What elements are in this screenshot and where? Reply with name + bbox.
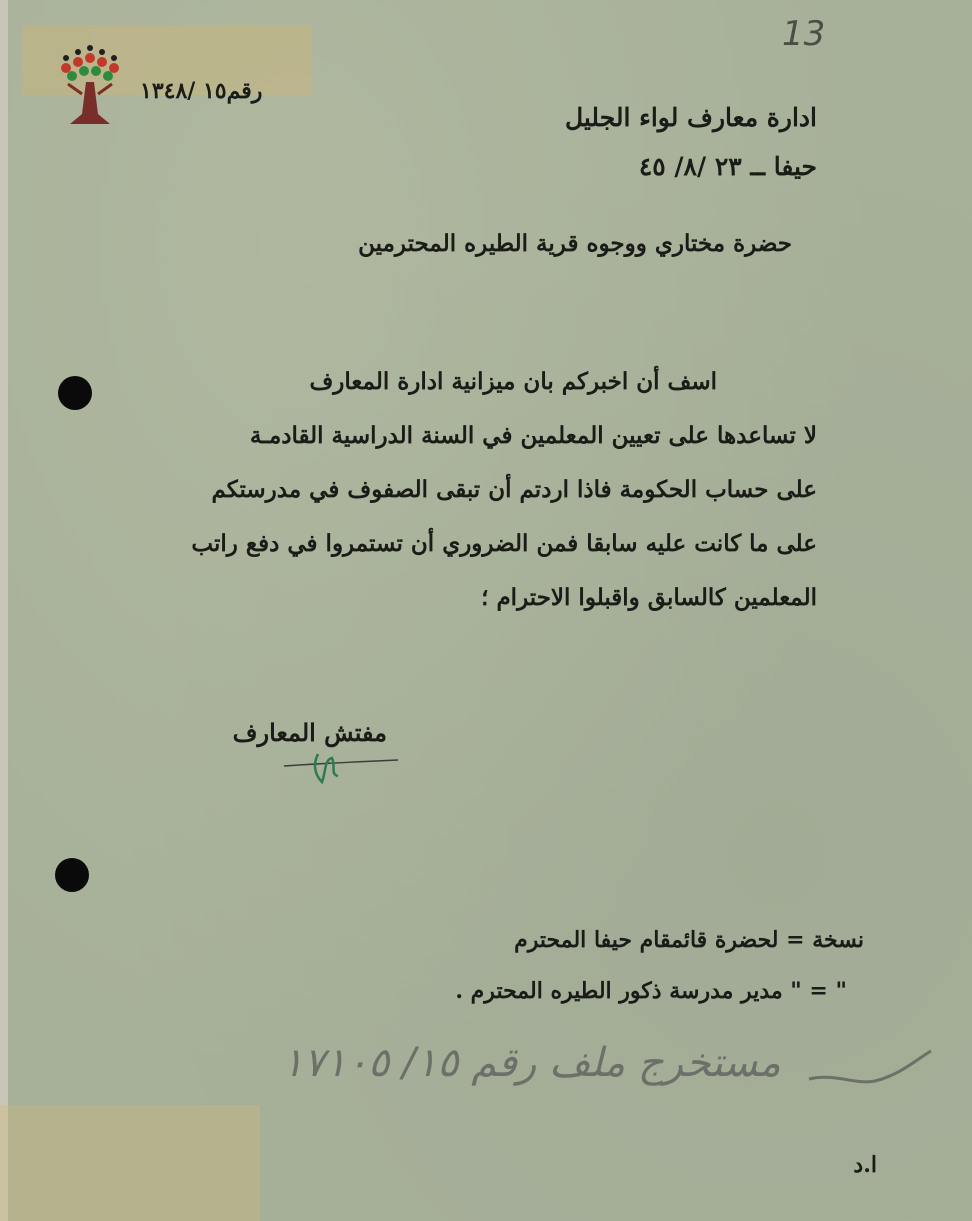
- reference-number: رقم١٥ /١٣٤٨: [140, 78, 263, 104]
- pencil-note: مستخرج ملف رقم ١٥/ ١٧١٠٥: [282, 1040, 781, 1086]
- body-line: المعلمين كالسابق واقبلوا الاحترام ؛: [481, 584, 817, 611]
- body-line: على ما كانت عليه سابقا فمن الضروري أن تستمروا في دفع راتب: [191, 530, 817, 557]
- page-number: 13: [782, 14, 826, 54]
- place-date: حيفا ــ ٢٣ /٨/ ٤٥: [638, 152, 817, 181]
- page-edge: [0, 0, 8, 1221]
- signer-title: مفتش المعارف: [232, 718, 387, 747]
- letter-body: [191, 355, 817, 625]
- footer-initials: ا.د: [853, 1152, 877, 1178]
- copy-line-1: نسخة = لحضرة قائمقام حيفا المحترم: [514, 927, 864, 953]
- addressee-line: حضرة مختاري ووجوه قرية الطيره المحترمين: [358, 230, 792, 257]
- tree-logo-icon: [52, 38, 128, 130]
- department-heading: ادارة معارف لواء الجليل: [564, 103, 817, 132]
- punch-hole-bottom: [55, 858, 89, 892]
- copy-line-2: " = " مدير مدرسة ذكور الطيره المحترم .: [455, 978, 847, 1004]
- paper-stain-bottom: [0, 1105, 260, 1221]
- body-line: على حساب الحكومة فاذا اردتم أن تبقى الصفوف في مدرستكم: [211, 476, 817, 503]
- body-line: اسف أن اخبركم بان ميزانية ادارة المعارف: [309, 368, 717, 395]
- body-line: لا تساعدها على تعيين المعلمين في السنة الدراسية القادمـة: [249, 422, 817, 449]
- punch-hole-top: [58, 376, 92, 410]
- handwritten-signature-icon: [282, 746, 400, 788]
- pencil-stroke-icon: [805, 1045, 935, 1095]
